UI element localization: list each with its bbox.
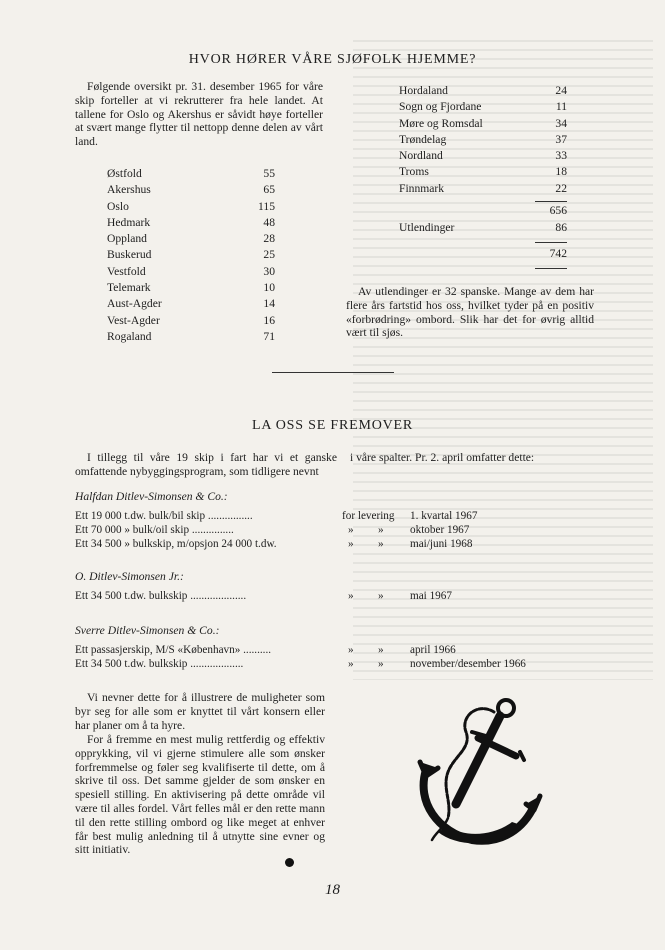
county-right-row — [399, 117, 567, 133]
county-right-row — [399, 149, 567, 165]
foreigners-label: Utlendinger — [399, 221, 455, 234]
newbuild-intro-left: I tillegg til våre 19 skip i fart har vi et ganske omfattende nybyggingsprogram, som tidligere nevnt — [75, 451, 337, 478]
county-name: Troms — [399, 165, 429, 179]
county-name: Møre og Romsdal — [399, 116, 483, 130]
delivery-date: november/desember 1966 — [410, 657, 526, 670]
county-name: Hordaland — [399, 84, 448, 97]
delivery-label: » — [348, 590, 354, 602]
ship-description: Ett passasjerskip, M/S «København» .......... — [75, 644, 272, 656]
delivery-date: mai 1967 — [410, 590, 452, 602]
county-left-row — [107, 167, 275, 183]
company-name: Sverre Ditlev-Simonsen & Co.: — [75, 624, 220, 637]
county-count: 11 — [555, 100, 567, 114]
county-name: Oppland — [107, 232, 147, 246]
ship-description: Ett 19 000 t.dw. bulk/bil skip ................ — [75, 510, 253, 522]
ship-description: Ett 34 500 t.dw. bulkskip .................... — [75, 590, 247, 602]
delivery-label: » — [348, 644, 354, 656]
ship-description: Ett 34 500 » bulkskip, m/opsjon 24 000 t.dw. — [75, 537, 277, 550]
delivery-date: oktober 1967 — [410, 523, 470, 536]
total-rule-bottom — [535, 268, 567, 269]
county-name: Nordland — [399, 149, 443, 163]
newbuild-intro-right: i våre spalter. Pr. 2. april omfatter dette: — [350, 451, 535, 464]
county-count: 22 — [555, 181, 567, 195]
county-count: 28 — [263, 232, 275, 246]
delivery-date: 1. kvartal 1967 — [410, 510, 478, 522]
subtotal-rule — [535, 201, 567, 202]
county-right-row — [399, 100, 567, 116]
delivery-ditto: » — [378, 537, 384, 550]
county-count: 71 — [263, 329, 275, 343]
ship-description: Ett 34 500 t.dw. bulkskip ................... — [75, 657, 244, 670]
delivery-ditto: » — [378, 657, 384, 670]
county-left-row — [107, 200, 275, 216]
county-count: 18 — [555, 165, 567, 179]
county-name: Vestfold — [107, 264, 146, 278]
company-name: Halfdan Ditlev-Simonsen & Co.: — [75, 490, 228, 503]
delivery-label: » — [348, 657, 354, 670]
foreigners-row — [399, 221, 567, 237]
county-name: Østfold — [107, 167, 142, 180]
delivery-date: april 1966 — [410, 644, 456, 656]
ship-description: Ett 70 000 » bulk/oil skip ............... — [75, 523, 234, 536]
county-left-row — [107, 330, 275, 346]
total-row — [399, 247, 567, 263]
county-table-right — [399, 84, 567, 198]
foreigners-value: 86 — [555, 221, 567, 234]
county-name: Vest-Agder — [107, 313, 160, 327]
county-right-row — [399, 165, 567, 181]
delivery-ditto: » — [378, 590, 384, 602]
county-count: 34 — [555, 116, 567, 130]
county-count: 115 — [258, 199, 275, 213]
county-name: Oslo — [107, 199, 129, 213]
county-left-row — [107, 281, 275, 297]
county-name: Aust-Agder — [107, 297, 162, 311]
section-divider — [272, 372, 394, 373]
county-count: 24 — [555, 84, 567, 97]
delivery-date: mai/juni 1968 — [410, 537, 473, 550]
delivery-label: » — [348, 523, 354, 536]
total-rule-top — [535, 242, 567, 243]
county-count: 37 — [555, 132, 567, 146]
county-count: 30 — [263, 264, 275, 278]
county-name: Trøndelag — [399, 132, 447, 146]
delivery-label: for levering — [342, 510, 395, 522]
total-value: 742 — [549, 247, 567, 260]
county-name: Telemark — [107, 281, 151, 295]
county-left-row — [107, 183, 275, 199]
county-table-left — [107, 167, 275, 346]
subtotal-value: 656 — [549, 204, 567, 217]
bullet-dot — [285, 858, 294, 867]
page-number: 18 — [325, 882, 340, 898]
company-name: O. Ditlev-Simonsen Jr.: — [75, 570, 184, 583]
section-heading-sailors-home: HVOR HØRER VÅRE SJØFOLK HJEMME? — [188, 52, 477, 67]
county-count: 48 — [263, 215, 275, 229]
county-right-row — [399, 133, 567, 149]
county-left-row — [107, 314, 275, 330]
county-right-row — [399, 84, 567, 100]
intro-paragraph: Følgende oversikt pr. 31. desember 1965 for våre skip forteller at vi rekrutterer fra hele landet. At tallene for Oslo og Akershus er såvidt høye forteller at svært mange flytter til nettopp denne delen av vårt land. — [75, 80, 323, 149]
delivery-label: » — [348, 537, 354, 550]
delivery-ditto: » — [378, 523, 384, 536]
county-left-row — [107, 297, 275, 313]
county-count: 65 — [263, 183, 275, 197]
section-heading-look-ahead: LA OSS SE FREMOVER — [251, 418, 414, 433]
county-count: 10 — [263, 281, 275, 295]
county-name: Sogn og Fjordane — [399, 100, 482, 114]
county-left-row — [107, 232, 275, 248]
county-count: 55 — [263, 167, 275, 180]
county-name: Finnmark — [399, 181, 445, 195]
foreigners-note: Av utlendinger er 32 spanske. Mange av dem har flere års fartstid hos oss, hvilket tyder på en positiv «forbrødring» ombord. Slik har det for øvrig alltid vært til sjøs. — [346, 285, 594, 340]
county-left-row — [107, 265, 275, 281]
subtotal-row — [399, 204, 567, 220]
delivery-ditto: » — [378, 644, 384, 656]
county-name: Rogaland — [107, 329, 152, 343]
closing-paragraph-2: For å fremme en mest mulig rettferdig og effektiv opprykking, vil vi gjerne stimulere alle som ønsker forfremmelse og føler seg kvalifiserte til dette, om å skrive til oss. Det samme gjelder de som ønsker en spesiell stilling. En aktivisering på dette område vil være til alles fordel. Vårt felles mål er den rette mann til den rette stilling ombord og like meget at enhver får best mulig anledning til å utnytte sine evner og sitt initiativ. — [75, 733, 325, 857]
county-count: 16 — [263, 313, 275, 327]
county-right-row — [399, 182, 567, 198]
county-name: Akershus — [107, 183, 151, 197]
closing-paragraph-1: Vi nevner dette for å illustrere de muligheter som byr seg for alle som er knyttet til vårt konsern eller har planer om å ta hyre. — [75, 691, 325, 732]
county-count: 33 — [555, 149, 567, 163]
county-name: Buskerud — [107, 248, 152, 262]
county-left-row — [107, 216, 275, 232]
county-count: 25 — [263, 248, 275, 262]
county-left-row — [107, 248, 275, 264]
county-count: 14 — [263, 297, 275, 311]
county-name: Hedmark — [107, 215, 151, 229]
anchor-with-rope-icon — [408, 692, 554, 852]
